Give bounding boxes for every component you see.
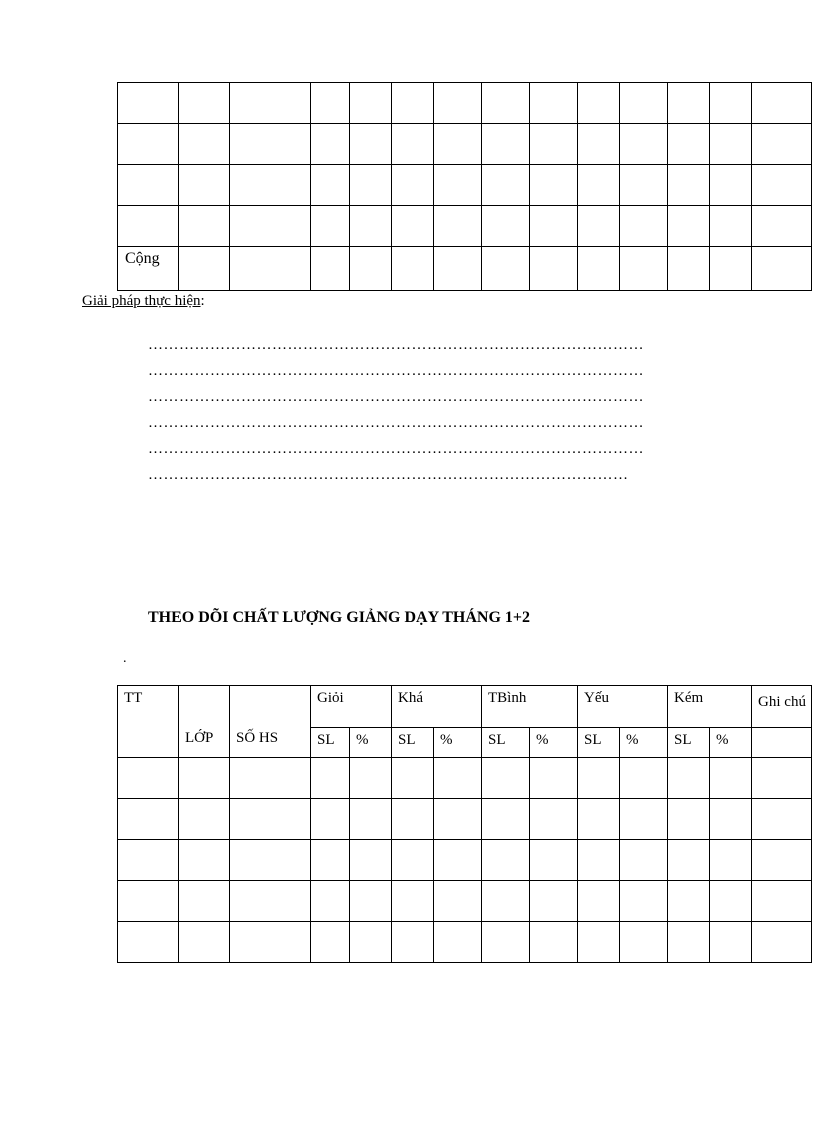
table-cell — [530, 758, 578, 799]
table-cell — [350, 247, 392, 291]
table-cell — [392, 922, 434, 963]
table-cell — [230, 799, 311, 840]
table-cell — [752, 165, 812, 206]
subheader-sl: SL — [578, 728, 620, 758]
table-cell — [710, 840, 752, 881]
table-cell — [578, 758, 620, 799]
table-cell — [118, 922, 179, 963]
top-table-body — [118, 83, 812, 291]
table-cell — [710, 247, 752, 291]
table-cell — [578, 840, 620, 881]
table-cell — [350, 799, 392, 840]
subheader-pct: % — [350, 728, 392, 758]
table-cell — [392, 206, 434, 247]
table-cell — [392, 799, 434, 840]
table-cell — [578, 124, 620, 165]
subheader-sl: SL — [482, 728, 530, 758]
dotted-line: ………………………………………………………………………………… — [148, 467, 629, 483]
table-cell — [434, 83, 482, 124]
table-cell — [118, 83, 179, 124]
quality-table-body — [118, 686, 812, 963]
table-cell — [118, 206, 179, 247]
table-cell — [311, 758, 350, 799]
table-cell — [668, 922, 710, 963]
subheader-pct: % — [530, 728, 578, 758]
table-cell — [434, 922, 482, 963]
table-cell — [752, 922, 812, 963]
table-cell — [350, 165, 392, 206]
table-cell — [710, 799, 752, 840]
table-cell — [620, 124, 668, 165]
table-cell — [710, 758, 752, 799]
table-cell — [350, 758, 392, 799]
table-cell — [482, 165, 530, 206]
table-cell — [482, 881, 530, 922]
table-row — [118, 124, 812, 165]
table-cell — [350, 83, 392, 124]
table-cell — [668, 165, 710, 206]
quality-table — [117, 685, 812, 963]
table-cell — [179, 881, 230, 922]
dotted-line: …………………………………………………………………………………… — [148, 441, 644, 457]
header-group-tbinh: TBình — [482, 686, 578, 728]
subheader-sl: SL — [392, 728, 434, 758]
table-row — [118, 758, 812, 799]
table-row — [118, 799, 812, 840]
table-cell — [392, 247, 434, 291]
page-title: THEO DÕI CHẤT LƯỢNG GIẢNG DẠY THÁNG 1+2 — [148, 609, 531, 626]
table-cell — [578, 881, 620, 922]
table-cell — [392, 165, 434, 206]
dotted-line: …………………………………………………………………………………… — [148, 415, 644, 431]
table-row — [118, 165, 812, 206]
table-row — [118, 206, 812, 247]
table-cell — [752, 83, 812, 124]
table-cell — [434, 206, 482, 247]
subheader-pct: % — [710, 728, 752, 758]
table-cell — [668, 247, 710, 291]
table-row — [118, 840, 812, 881]
table-cell — [668, 83, 710, 124]
header-ghi-chu: Ghi chú — [752, 686, 812, 728]
table-cell — [482, 922, 530, 963]
table-cell — [230, 881, 311, 922]
table-cell — [752, 840, 812, 881]
header-lop-text: LỚP — [185, 730, 214, 746]
table-cell — [230, 124, 311, 165]
table-cell — [179, 206, 230, 247]
subheader-sl: SL — [668, 728, 710, 758]
table-cell — [668, 881, 710, 922]
table-cell — [350, 922, 392, 963]
table-cell — [752, 124, 812, 165]
table-cell — [434, 758, 482, 799]
table-cell — [710, 922, 752, 963]
table-cell — [530, 124, 578, 165]
table-cell — [482, 840, 530, 881]
header-so-hs — [230, 686, 311, 758]
table-cell — [668, 124, 710, 165]
table-cell — [620, 206, 668, 247]
table-cell — [118, 758, 179, 799]
table-cell — [668, 758, 710, 799]
table-cell — [530, 206, 578, 247]
table-cell — [118, 165, 179, 206]
table-cell — [434, 840, 482, 881]
stray-mark: . — [123, 651, 127, 666]
solution-heading — [82, 293, 205, 310]
dotted-line: …………………………………………………………………………………… — [148, 337, 644, 353]
table-cell — [434, 247, 482, 291]
table-cell — [752, 206, 812, 247]
table-cell — [752, 881, 812, 922]
header-tt: TT — [118, 686, 179, 758]
total-label: Cộng — [118, 247, 179, 291]
table-cell — [620, 840, 668, 881]
table-cell — [620, 165, 668, 206]
table-cell — [578, 247, 620, 291]
table-cell — [578, 165, 620, 206]
table-cell — [118, 881, 179, 922]
table-cell — [434, 881, 482, 922]
header-group-yeu: Yếu — [578, 686, 668, 728]
table-cell — [350, 840, 392, 881]
table-cell — [118, 124, 179, 165]
subheader-sl: SL — [311, 728, 350, 758]
table-cell — [530, 247, 578, 291]
table-cell — [620, 799, 668, 840]
table-cell — [350, 881, 392, 922]
solution-heading-text: Giải pháp thực hiện — [82, 293, 201, 309]
table-cell — [530, 165, 578, 206]
table-cell — [620, 881, 668, 922]
subheader-pct: % — [620, 728, 668, 758]
table-cell — [710, 206, 752, 247]
table-cell — [311, 922, 350, 963]
table-cell — [230, 247, 311, 291]
table-cell — [578, 206, 620, 247]
table-row — [118, 83, 812, 124]
table-row-total — [118, 247, 812, 291]
table-cell — [620, 247, 668, 291]
table-cell — [179, 758, 230, 799]
table-cell — [482, 206, 530, 247]
table-cell — [668, 206, 710, 247]
table-cell — [230, 840, 311, 881]
subheader-pct: % — [434, 728, 482, 758]
table-cell — [392, 124, 434, 165]
table-cell — [392, 758, 434, 799]
table-cell — [482, 124, 530, 165]
table-cell — [752, 247, 812, 291]
table-cell — [392, 881, 434, 922]
table-cell — [311, 83, 350, 124]
table-cell — [179, 165, 230, 206]
table-cell — [118, 840, 179, 881]
table-cell — [578, 83, 620, 124]
table-cell — [434, 799, 482, 840]
table-cell — [620, 758, 668, 799]
table-cell — [230, 83, 311, 124]
table-cell — [668, 799, 710, 840]
table-cell — [392, 840, 434, 881]
table-cell — [311, 206, 350, 247]
table-row — [118, 881, 812, 922]
table-cell — [710, 881, 752, 922]
table-cell — [311, 881, 350, 922]
table-cell — [311, 840, 350, 881]
table-cell — [620, 83, 668, 124]
table-cell — [482, 247, 530, 291]
header-group-gioi: Giỏi — [311, 686, 392, 728]
table-cell — [230, 758, 311, 799]
table-cell — [530, 922, 578, 963]
top-table — [117, 82, 812, 291]
header-so-hs-text: SỐ HS — [236, 730, 279, 746]
table-cell — [311, 165, 350, 206]
solution-heading-colon: : — [200, 293, 205, 309]
table-cell — [710, 165, 752, 206]
table-cell — [230, 206, 311, 247]
table-cell — [482, 799, 530, 840]
table-cell — [434, 124, 482, 165]
table-cell — [179, 840, 230, 881]
dotted-line: …………………………………………………………………………………… — [148, 363, 644, 379]
table-cell — [668, 840, 710, 881]
table-row — [118, 922, 812, 963]
table-cell — [710, 83, 752, 124]
table-cell — [530, 881, 578, 922]
table-cell — [179, 247, 230, 291]
table-cell — [230, 922, 311, 963]
table-cell — [578, 922, 620, 963]
table-cell — [311, 247, 350, 291]
table-cell — [620, 922, 668, 963]
table-cell — [118, 799, 179, 840]
table-cell — [530, 799, 578, 840]
header-group-kha: Khá — [392, 686, 482, 728]
table-cell — [752, 799, 812, 840]
subheader-empty — [752, 728, 812, 758]
table-cell — [434, 165, 482, 206]
table-cell — [350, 124, 392, 165]
table-cell — [482, 83, 530, 124]
dotted-line: …………………………………………………………………………………… — [148, 389, 644, 405]
table-cell — [350, 206, 392, 247]
table-cell — [311, 799, 350, 840]
table-cell — [578, 799, 620, 840]
table-cell — [392, 83, 434, 124]
table-cell — [311, 124, 350, 165]
table-cell — [710, 124, 752, 165]
table-cell — [482, 758, 530, 799]
table-cell — [179, 799, 230, 840]
table-cell — [230, 165, 311, 206]
table-cell — [530, 840, 578, 881]
header-lop — [179, 686, 230, 758]
table-cell — [179, 922, 230, 963]
header-group-kem: Kém — [668, 686, 752, 728]
table-cell — [530, 83, 578, 124]
table-cell — [179, 83, 230, 124]
table-cell — [752, 758, 812, 799]
table-cell — [179, 124, 230, 165]
